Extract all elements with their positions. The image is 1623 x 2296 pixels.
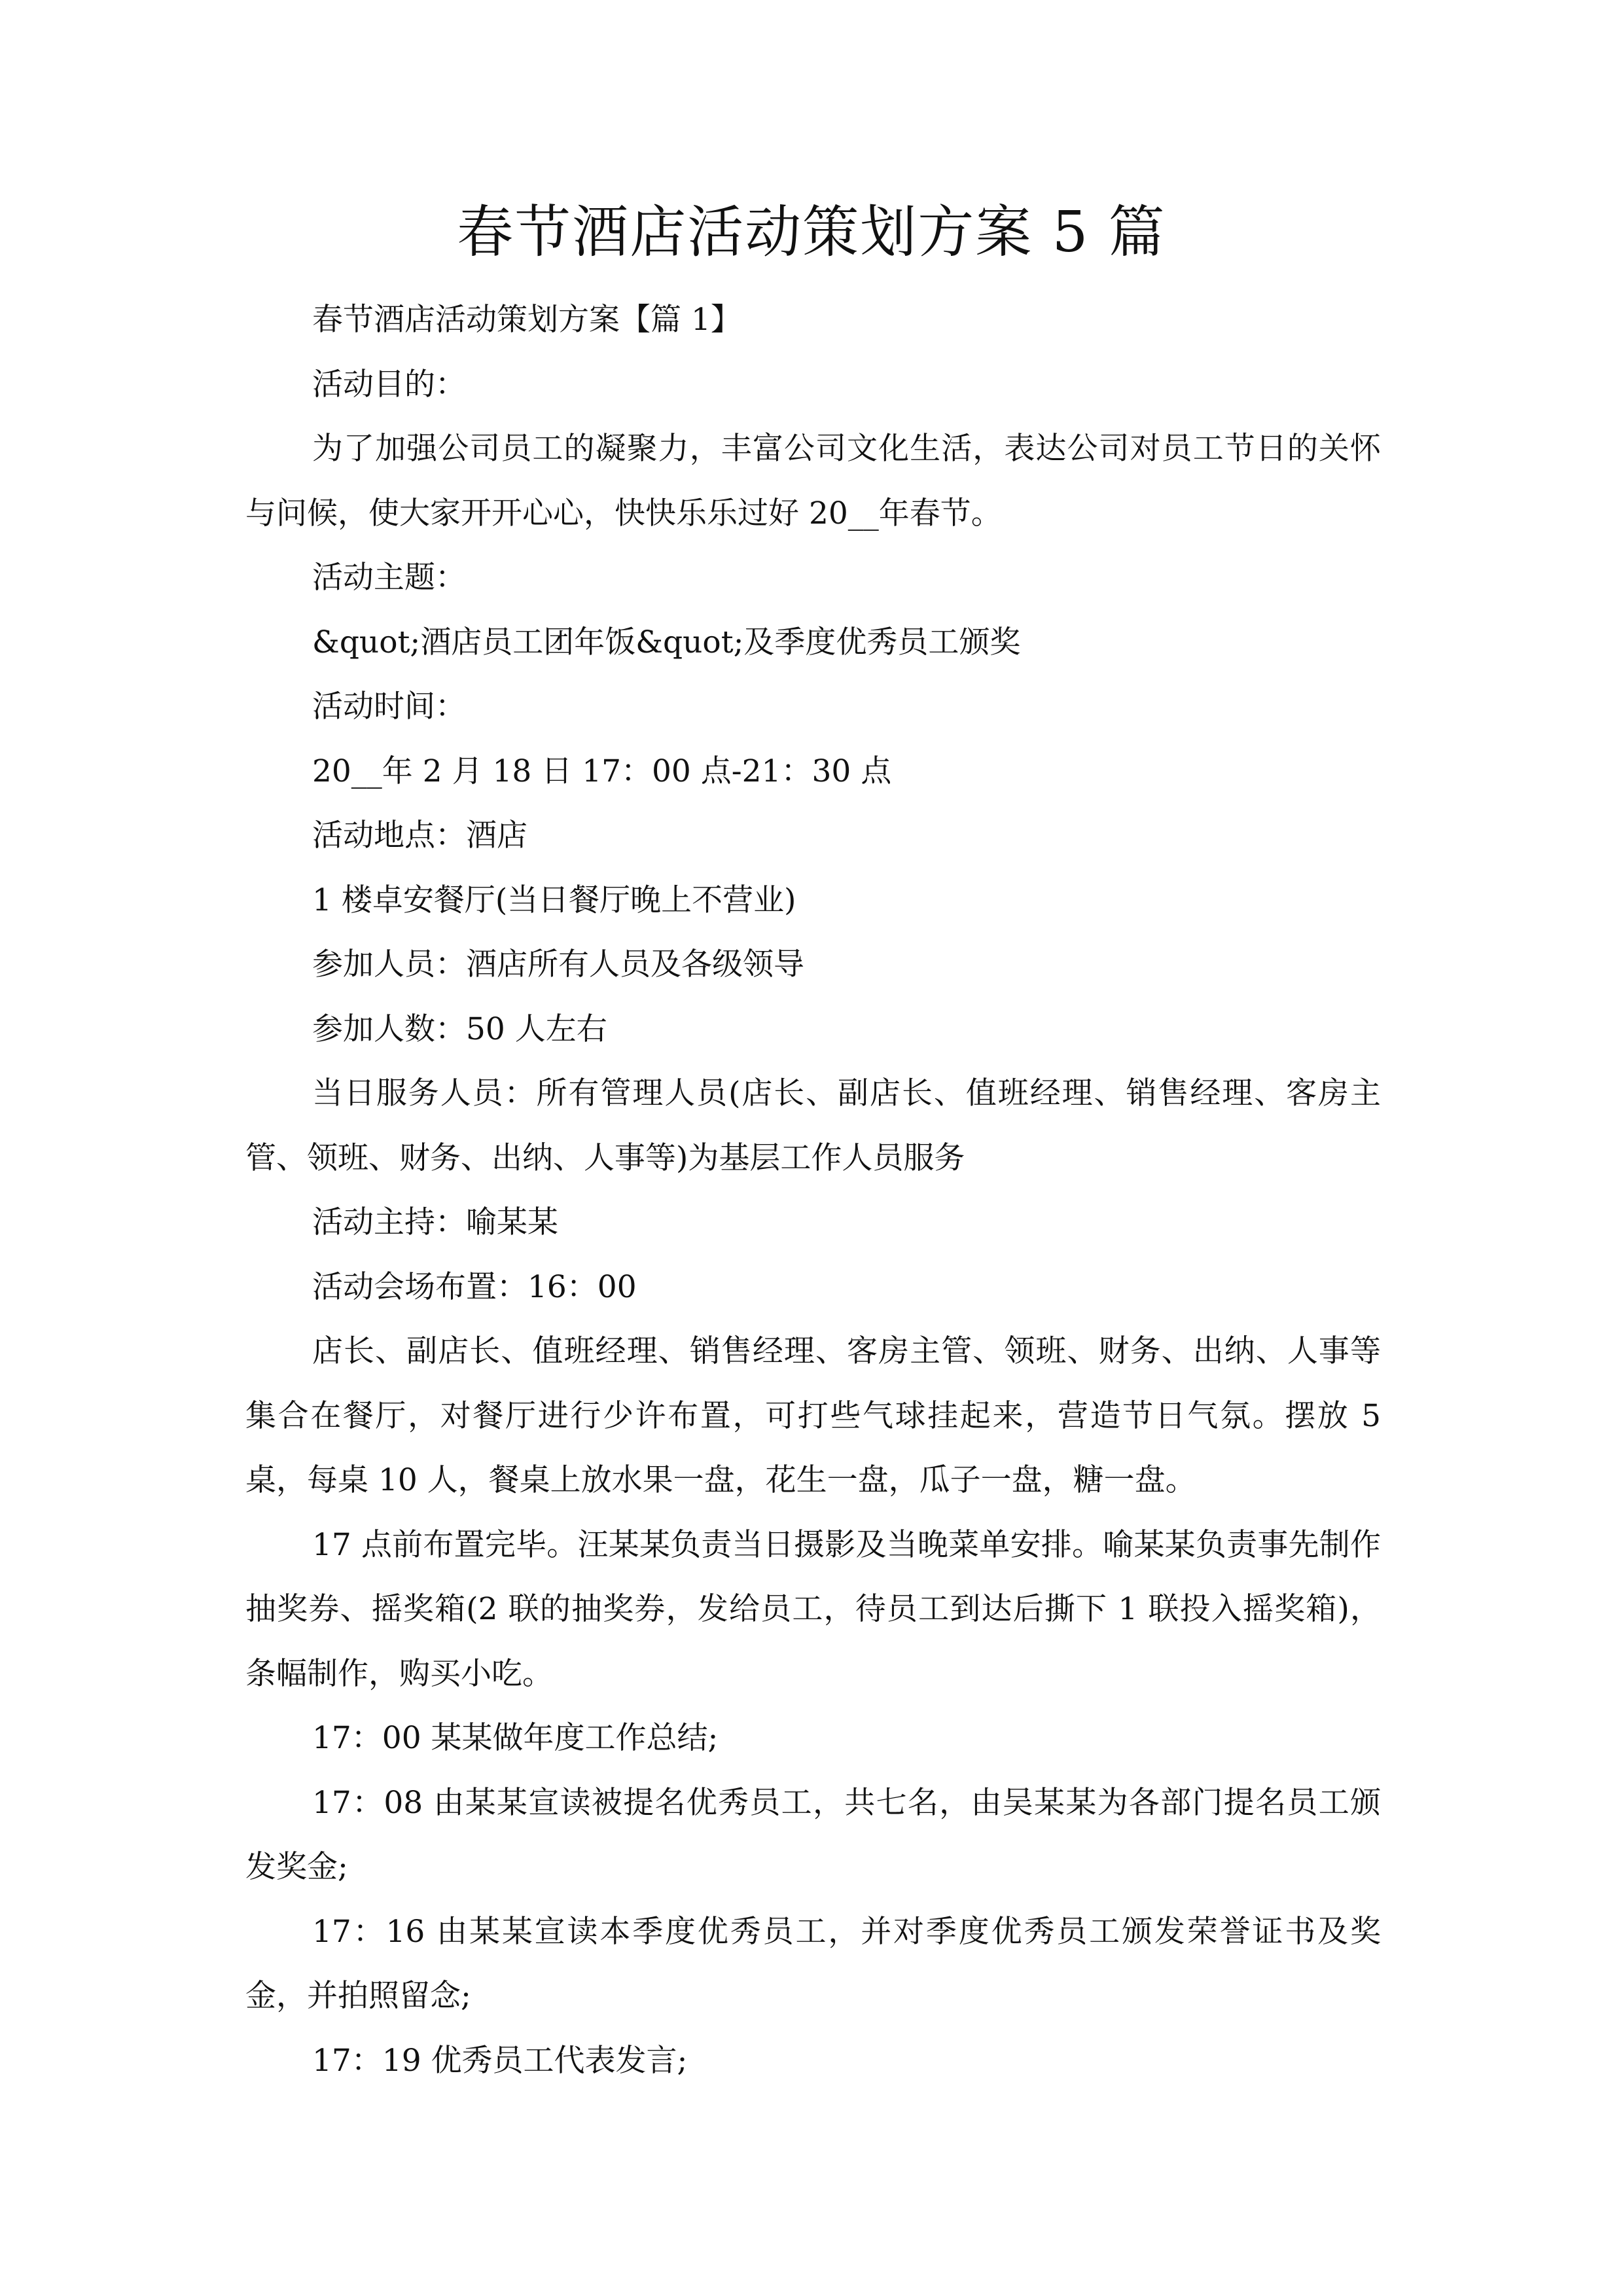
document-body xyxy=(245,288,1381,2093)
paragraph: 活动主持：喻某某 xyxy=(312,1204,558,1240)
paragraph: 20__年 2 月 18 日 17：00 点-21：30 点 xyxy=(312,753,892,789)
paragraph: 活动目的： xyxy=(312,366,466,403)
paragraph: 17：19 优秀员工代表发言; xyxy=(312,2042,688,2079)
paragraph: &quot;酒店员工团年饭&quot;及季度优秀员工颁奖 xyxy=(312,624,1021,660)
paragraph: 当日服务人员：所有管理人员(店长、副店长、值班经理、销售经理、客房主管、领班、财务、出纳、人事等)为基层工作人员服务 xyxy=(245,1075,1381,1176)
paragraph: 为了加强公司员工的凝聚力，丰富公司文化生活，表达公司对员工节日的关怀与问候，使大家开开心心，快快乐乐过好 20__年春节。 xyxy=(245,431,1381,531)
paragraph: 参加人数：50 人左右 xyxy=(312,1011,607,1047)
paragraph: 17：08 由某某宣读被提名优秀员工，共七名，由吴某某为各部门提名员工颁发奖金; xyxy=(245,1784,1381,1885)
paragraph: 17：00 某某做年度工作总结; xyxy=(312,1720,719,1756)
paragraph: 1 楼卓安餐厅(当日餐厅晚上不营业) xyxy=(312,882,796,918)
paragraph: 17：16 由某某宣读本季度优秀员工，并对季度优秀员工颁发荣誉证书及奖金，并拍照留念; xyxy=(245,1913,1381,2014)
document-title: 春节酒店活动策划方案 5 篇 xyxy=(457,200,1166,265)
paragraph: 活动主题： xyxy=(312,560,466,596)
paragraph: 17 点前布置完毕。汪某某负责当日摄影及当晚菜单安排。喻某某负责事先制作抽奖券、摇奖箱(2 联的抽奖券，发给员工，待员工到达后撕下 1 联投入摇奖箱)，条幅制作，购买小吃。 xyxy=(245,1526,1381,1692)
section-heading: 春节酒店活动策划方案【篇 1】 xyxy=(312,302,741,338)
paragraph: 参加人员：酒店所有人员及各级领导 xyxy=(312,946,804,982)
paragraph: 活动会场布置：16：00 xyxy=(312,1268,637,1305)
paragraph: 活动时间： xyxy=(312,689,466,725)
paragraph: 活动地点：酒店 xyxy=(312,817,527,853)
paragraph: 店长、副店长、值班经理、销售经理、客房主管、领班、财务、出纳、人事等集合在餐厅，对餐厅进行少许布置，可打些气球挂起来，营造节日气氛。摆放 5 桌，每桌 10 人，餐桌上放水果一盘，花生一盘，瓜子一盘，糖一盘。 xyxy=(245,1333,1381,1498)
